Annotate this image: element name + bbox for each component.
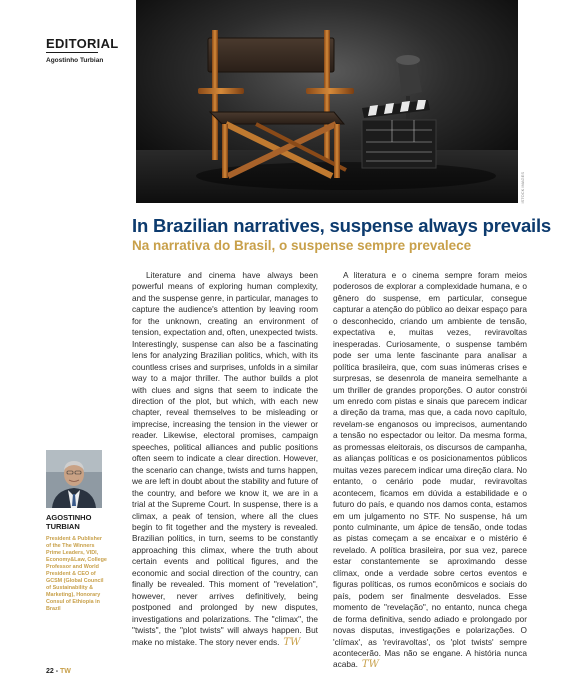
article-body-english (132, 270, 318, 648)
subheadline: Na narrativa do Brasil, o suspense sempre prevalece (132, 238, 472, 253)
author-bio: President & Publisher of the The Winners Prime Leaders, VIDI, Economy&Law, College Professor and World President & CEO of GCSM (Global Council of Sustainability & Marketing), Honorary Consul of Ethiopia in Brazil (46, 536, 107, 612)
section-label: EDITORIAL (46, 36, 119, 51)
page-footer (46, 668, 71, 675)
byline: Agostinho Turbian (46, 57, 104, 64)
footer-brand: TW (60, 668, 71, 675)
footer-separator: - (53, 668, 61, 675)
author-name (46, 513, 91, 531)
headline: In Brazilian narratives, suspense always prevails (132, 215, 551, 236)
end-mark-english: TW (283, 636, 301, 648)
page-number: 22 (46, 668, 54, 675)
author-photo (46, 450, 102, 508)
body-text-portuguese: A literatura e o cinema sempre foram meios poderosos de explorar a complexidade humana, e o gênero do suspense, em particular, consegue capturar a atenção do público ao deixar espaço para o desconhecido, criando um ambiente de tensão, expectativa e, muitas vezes, reviravoltas inesperadas. Curiosamente, o suspense também pode ser uma lente fascinante para analisar a política brasileira, que, com suas inúmeras crises e surpresas, se desenrola de maneira semelhante a um thriller de grandes proporções. O autor constrói um enredo com pistas e sinais que parecem indicar a direção da trama, mas que, a cada novo capítulo, revelam-se enganosos ou imprecisos, aumentando a tensão no espectador ou leitor. Da mesma forma, as promessas eleitorais, os discursos de campanha, as alianças políticas e os posicionamentos públicos muitas vezes parecem indicar uma direção clara. No entanto, o cenário pode mudar, reviravoltas acontecem, ficamos em dúvida a estabilidade e o futuro do país, e quando nos damos conta, estamos em um julgamento no STF. No suspense, há um ponto culminante, um ápice de tensão, onde todas as pistas começam a se encaixar e o mistério é revelado. A política brasileira, por sua vez, parece estar constantemente se aproximando desse clímax, onde a verdade sobre certos eventos e figuras políticas, os rumos econômicos e sociais do país, podem ser finalmente desvelados. Esse momento de "revelação", no entanto, nunca chega de forma definitiva, sendo adiado e prolongado por novas disputas, investigações e polarizações. O 'clímax', as 'reviravoltas', os 'plot twists' sempre acontecerão. Mas não se engane. A história nunca acaba. (333, 270, 527, 670)
hero-image (136, 0, 518, 203)
end-mark-portuguese: TW (361, 659, 379, 671)
author-name-first: AGOSTINHO (46, 513, 92, 522)
article-body-portuguese (333, 270, 527, 671)
image-credit: ISTOCK IMAGES (520, 172, 525, 204)
section-rule (46, 52, 98, 53)
author-name-last: TURBIAN (46, 522, 80, 531)
body-text-english: Literature and cinema have always been powerful means of exploring human complexity, and the suspense genre, in particular, manages to capture the audience's attention by leaving room for the unknown, creating an environment of tension, expectation and, often, unexpected twists. Interestingly, suspense can also be a fascinating lens for analyzing Brazilian politics, which, with its countless crises and surprises, unfolds in a similar way to a major thriller. The author builds a plot with clues and signs that seem to indicate the direction of the plot, but which, with each new chapter, reveal themselves to be misleading or imprecise, increasing the tension in the viewer or reader. Likewise, electoral promises, campaign speeches, political alliances and public positions often seem to indicate a clear direction. However, the scenario can change, twists and turns happen, we are left in doubt about the stability and future of the country, and before we know it, we are in a trial at the Supreme Court. In suspense, there is a climax, a peak of tension, where all the clues begin to fit together and the mystery is revealed. Brazilian politics, in turn, seems to be constantly approaching this climax, where the truth about certain events and political figures, and the economic and social direction of the country, can finally be revealed. This moment of "revelation", however, never arrives definitively, being postponed and prolonged by new disputes, investigations and polarizations. The "climax", the "twists", the "plot twists" will always happen. But make no mistake. The story never ends. (132, 270, 318, 647)
